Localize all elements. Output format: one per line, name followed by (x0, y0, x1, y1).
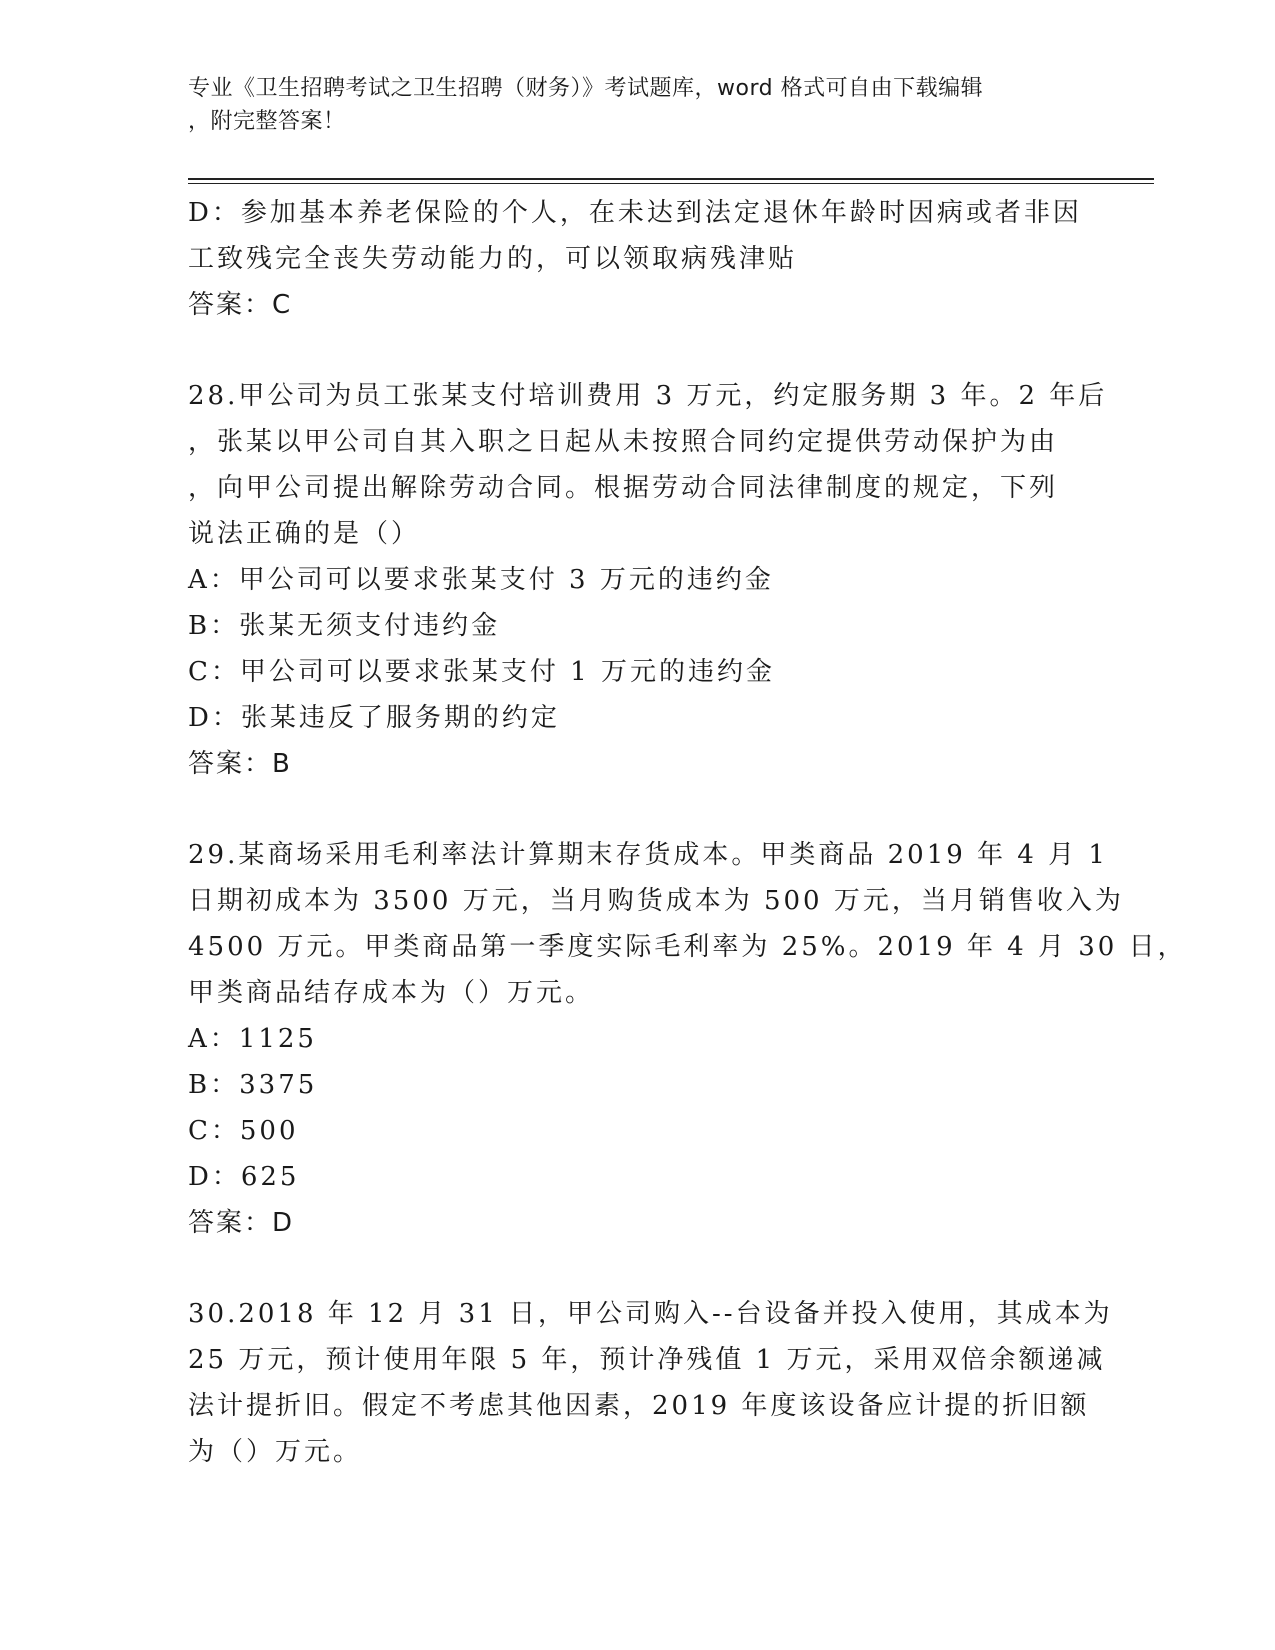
question-content (188, 190, 1187, 1475)
option-c: C：甲公司可以要求张某支付 1 万元的违约金 (188, 657, 775, 687)
question-stem-line: 4500 万元。甲类商品第一季度实际毛利率为 25%。2019 年 4 月 30 日， (188, 932, 1187, 962)
question-stem-line: 说法正确的是（） (188, 519, 421, 549)
answer-line: 答案：B (188, 749, 292, 779)
question-27 (188, 190, 1088, 328)
option-b: B：3375 (188, 1070, 318, 1100)
question-stem-line: 甲类商品结存成本为（）万元。 (188, 978, 595, 1008)
answer-line: 答案：D (188, 1208, 295, 1238)
question-spacer (188, 1246, 1088, 1291)
header-line-2: ，附完整答案！ (188, 109, 346, 134)
header-rule-thin (188, 183, 1154, 184)
option-d: D：张某违反了服务期的约定 (188, 703, 560, 733)
question-stem-line: 25 万元，预计使用年限 5 年，预计净残值 1 万元，采用双倍余额递减 (188, 1345, 1106, 1375)
option-d: D：参加基本养老保险的个人，在未达到法定退休年龄时因病或者非因 (188, 198, 1082, 228)
question-29 (188, 832, 1187, 1246)
question-spacer (188, 787, 1088, 832)
question-30 (188, 1291, 1113, 1475)
document-header (188, 72, 1088, 138)
option-c: C：500 (188, 1116, 299, 1146)
question-stem-line: 法计提折旧。假定不考虑其他因素，2019 年度该设备应计提的折旧额 (188, 1391, 1090, 1421)
question-spacer (188, 328, 1088, 373)
question-stem-line: ，张某以甲公司自其入职之日起从未按照合同约定提供劳动保护为由 (188, 427, 1059, 457)
option-a: A：甲公司可以要求张某支付 3 万元的违约金 (188, 565, 774, 595)
header-line-1: 专业《卫生招聘考试之卫生招聘（财务）》考试题库，word 格式可自由下载编辑 (188, 76, 984, 101)
header-rule-thick (188, 178, 1154, 180)
option-d-continued: 工致残完全丧失劳动能力的，可以领取病残津贴 (188, 244, 798, 274)
option-a: A：1125 (188, 1024, 317, 1054)
question-stem-line: 28.甲公司为员工张某支付培训费用 3 万元，约定服务期 3 年。2 年后 (188, 381, 1108, 411)
answer-line: 答案：C (188, 290, 293, 320)
question-stem-line: 日期初成本为 3500 万元，当月购货成本为 500 万元，当月销售收入为 (188, 886, 1124, 916)
question-stem-line: ，向甲公司提出解除劳动合同。根据劳动合同法律制度的规定，下列 (188, 473, 1059, 503)
question-stem-line: 30.2018 年 12 月 31 日，甲公司购入--台设备并投入使用，其成本为 (188, 1299, 1113, 1329)
question-stem-line: 29.某商场采用毛利率法计算期末存货成本。甲类商品 2019 年 4 月 1 (188, 840, 1108, 870)
question-28 (188, 373, 1108, 787)
question-stem-line: 为（）万元。 (188, 1437, 363, 1467)
option-b: B：张某无须支付违约金 (188, 611, 501, 641)
option-d: D：625 (188, 1162, 300, 1192)
